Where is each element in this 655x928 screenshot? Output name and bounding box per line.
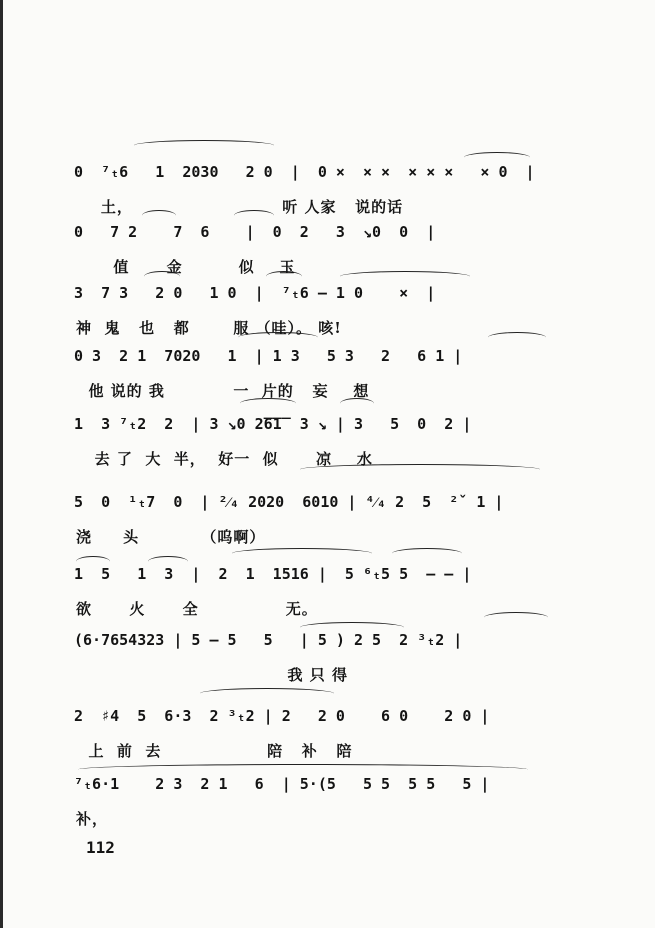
notation-row: ⁷ₜ6·1 2 3 2 1 6 | 5·(5 5 5 5 5 5 | <box>74 775 490 793</box>
slur <box>134 140 274 151</box>
lyrics-row: 我 只 得 <box>76 666 348 684</box>
notation-row: 1 3 ⁷ₜ2 2 | 3 ↘0 2̅6̅1̅ 3 ↘ | 3 5 0 2 | <box>74 415 472 433</box>
slur <box>232 548 372 559</box>
notation-row: 5 0 ¹ₜ7 0 | ²⁄₄ 2020 6010 | ⁴⁄₄ 2 5 ²̌ 1 | <box>74 493 504 511</box>
lyrics-row: 值 金 似 玉 <box>76 258 296 276</box>
notation-row: (6·7654323 | 5 — 5 5 | 5 ) 2 5 2 ³ₜ2 | <box>74 631 463 649</box>
lyrics-row: 补， <box>76 810 109 828</box>
slur <box>200 688 334 699</box>
lyrics-row: 神 鬼 也 都 服 （哇）。 咳! <box>76 319 342 337</box>
slur <box>340 271 470 282</box>
lyrics-row: 他 说的 我 一 片的 妄 想 <box>76 382 370 400</box>
page-edge <box>0 0 3 928</box>
lyrics-row: 去 了 大 半， 好一 似 凉 水 <box>76 450 373 468</box>
notation-row: 1 5 1 3 | 2 1 1516 | 5 ⁶ₜ5 5 — — | <box>74 565 472 583</box>
slur <box>484 612 548 623</box>
notation-row: 0 3 2 1 7020 1 | 1 3 5 3 2 6 1 | <box>74 347 463 365</box>
slur <box>488 332 546 343</box>
notation-row: 2 ♯4 5 6·3 2 ³ₜ2 | 2 2 0 6 0 2 0 | <box>74 707 490 725</box>
slur <box>392 548 462 559</box>
notation-row: 0 ⁷ₜ6 1 2030 2 0 | 0 × × × × × × × 0 | <box>74 163 535 181</box>
lyrics-row: 欲 火 全 无。 <box>76 600 318 618</box>
lyrics-row: 浇 头 （呜啊） <box>76 528 266 546</box>
lyrics-row: 土， 听 人家 说的话 <box>76 198 404 216</box>
lyrics-row: 上 前 去 陪 补 陪 <box>76 742 353 760</box>
page-number: 112 <box>86 838 115 857</box>
notation-row: 3 7 3 2 0 1 0 | ⁷ₜ6 — 1 0 × | <box>74 284 436 302</box>
notation-row: 0 7 2 7 6 | 0 2 3 ↘0 0 | <box>74 223 436 241</box>
